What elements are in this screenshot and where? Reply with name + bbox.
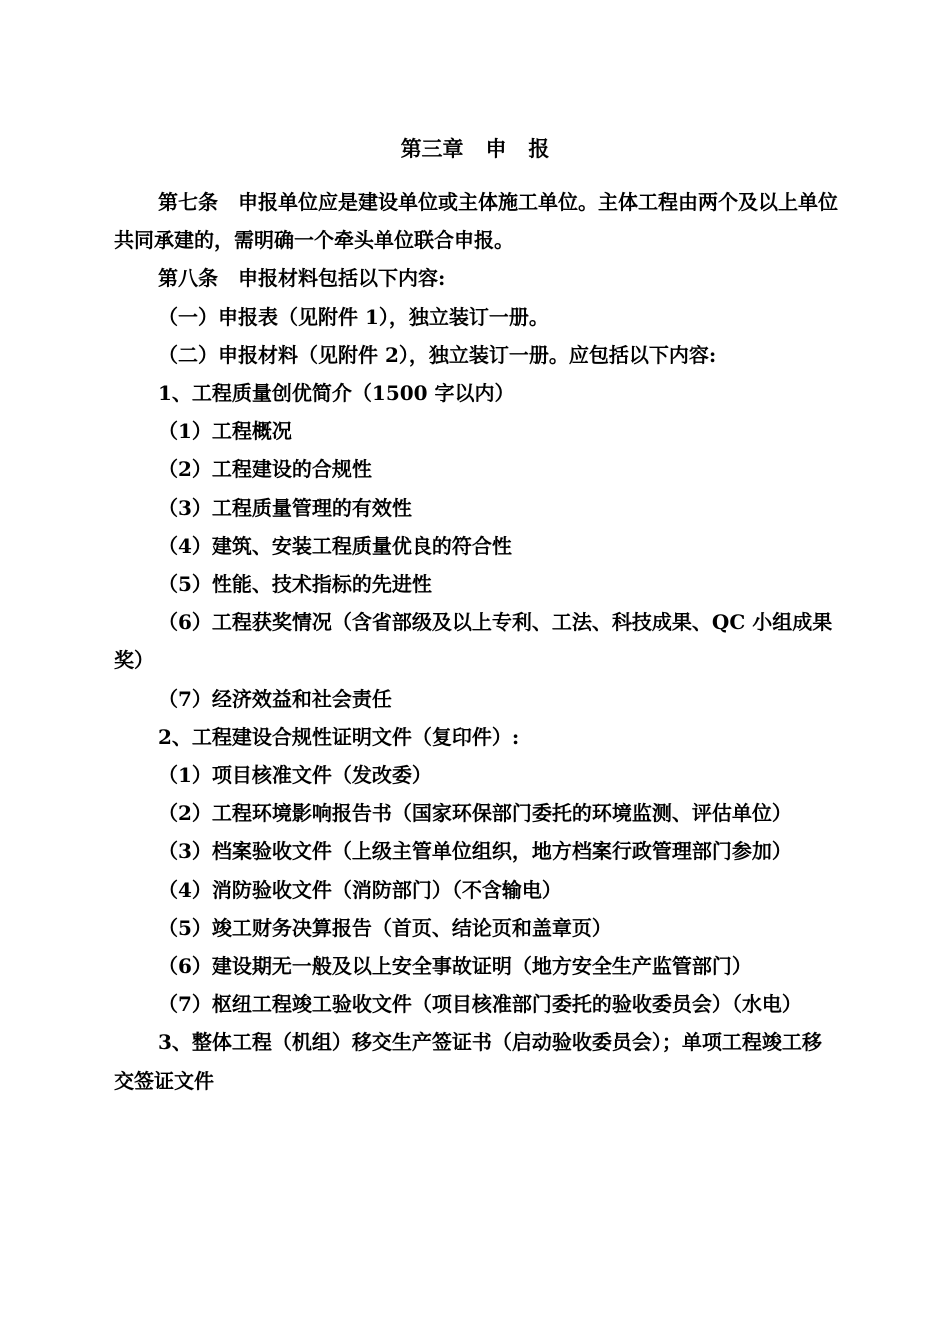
section-2-item-2: （2）工程环境影响报告书（国家环保部门委托的环境监测、评估单位） <box>158 801 792 826</box>
section-2-item-1: （1）项目核准文件（发改委） <box>158 763 432 788</box>
section-1-item-4: （4）建筑、安装工程质量优良的符合性 <box>158 533 512 558</box>
section-1-heading: 1、工程质量创优简介（1500 字以内） <box>158 381 515 406</box>
section-1-item-1: （1）工程概况 <box>158 419 292 444</box>
section-1-item-6: （6）工程获奖情况（含省部级及以上专利、工法、科技成果、QC 小组成果奖） <box>114 610 833 673</box>
section-2-heading: 2、工程建设合规性证明文件（复印件）: <box>158 724 520 749</box>
section-3-heading: 3、整体工程（机组）移交生产签证书（启动验收委员会）；单项工程竣工移交签证文件 <box>114 1030 822 1093</box>
item-1-application-form: （一）申报表（见附件 1），独立装订一册。 <box>158 304 549 329</box>
article-7: 第七条 申报单位应是建设单位或主体施工单位。主体工程由两个及以上单位共同承建的，需明确一个牵头单位联合申报。 <box>114 190 838 253</box>
item-2-application-materials: （二）申报材料（见附件 2），独立装订一册。应包括以下内容: <box>158 342 717 367</box>
section-2-item-5: （5）竣工财务决算报告（首页、结论页和盖章页） <box>158 915 612 940</box>
section-2-item-7: （7）枢纽工程竣工验收文件（项目核准部门委托的验收委员会）（水电） <box>158 992 802 1017</box>
section-1-item-7: （7）经济效益和社会责任 <box>158 686 392 711</box>
article-8: 第八条 申报材料包括以下内容: <box>158 266 446 291</box>
section-1-item-3: （3）工程质量管理的有效性 <box>158 495 412 520</box>
section-2-item-3: （3）档案验收文件（上级主管单位组织，地方档案行政管理部门参加） <box>158 839 792 864</box>
document-body <box>114 183 838 1100</box>
section-2-item-6: （6）建设期无一般及以上安全事故证明（地方安全生产监管部门） <box>158 954 752 979</box>
chapter-title: 第三章 申 报 <box>400 136 550 161</box>
section-1-item-5: （5）性能、技术指标的先进性 <box>158 572 432 597</box>
section-2-item-4: （4）消防验收文件（消防部门）（不含输电） <box>158 877 562 902</box>
section-1-item-2: （2）工程建设的合规性 <box>158 457 372 482</box>
